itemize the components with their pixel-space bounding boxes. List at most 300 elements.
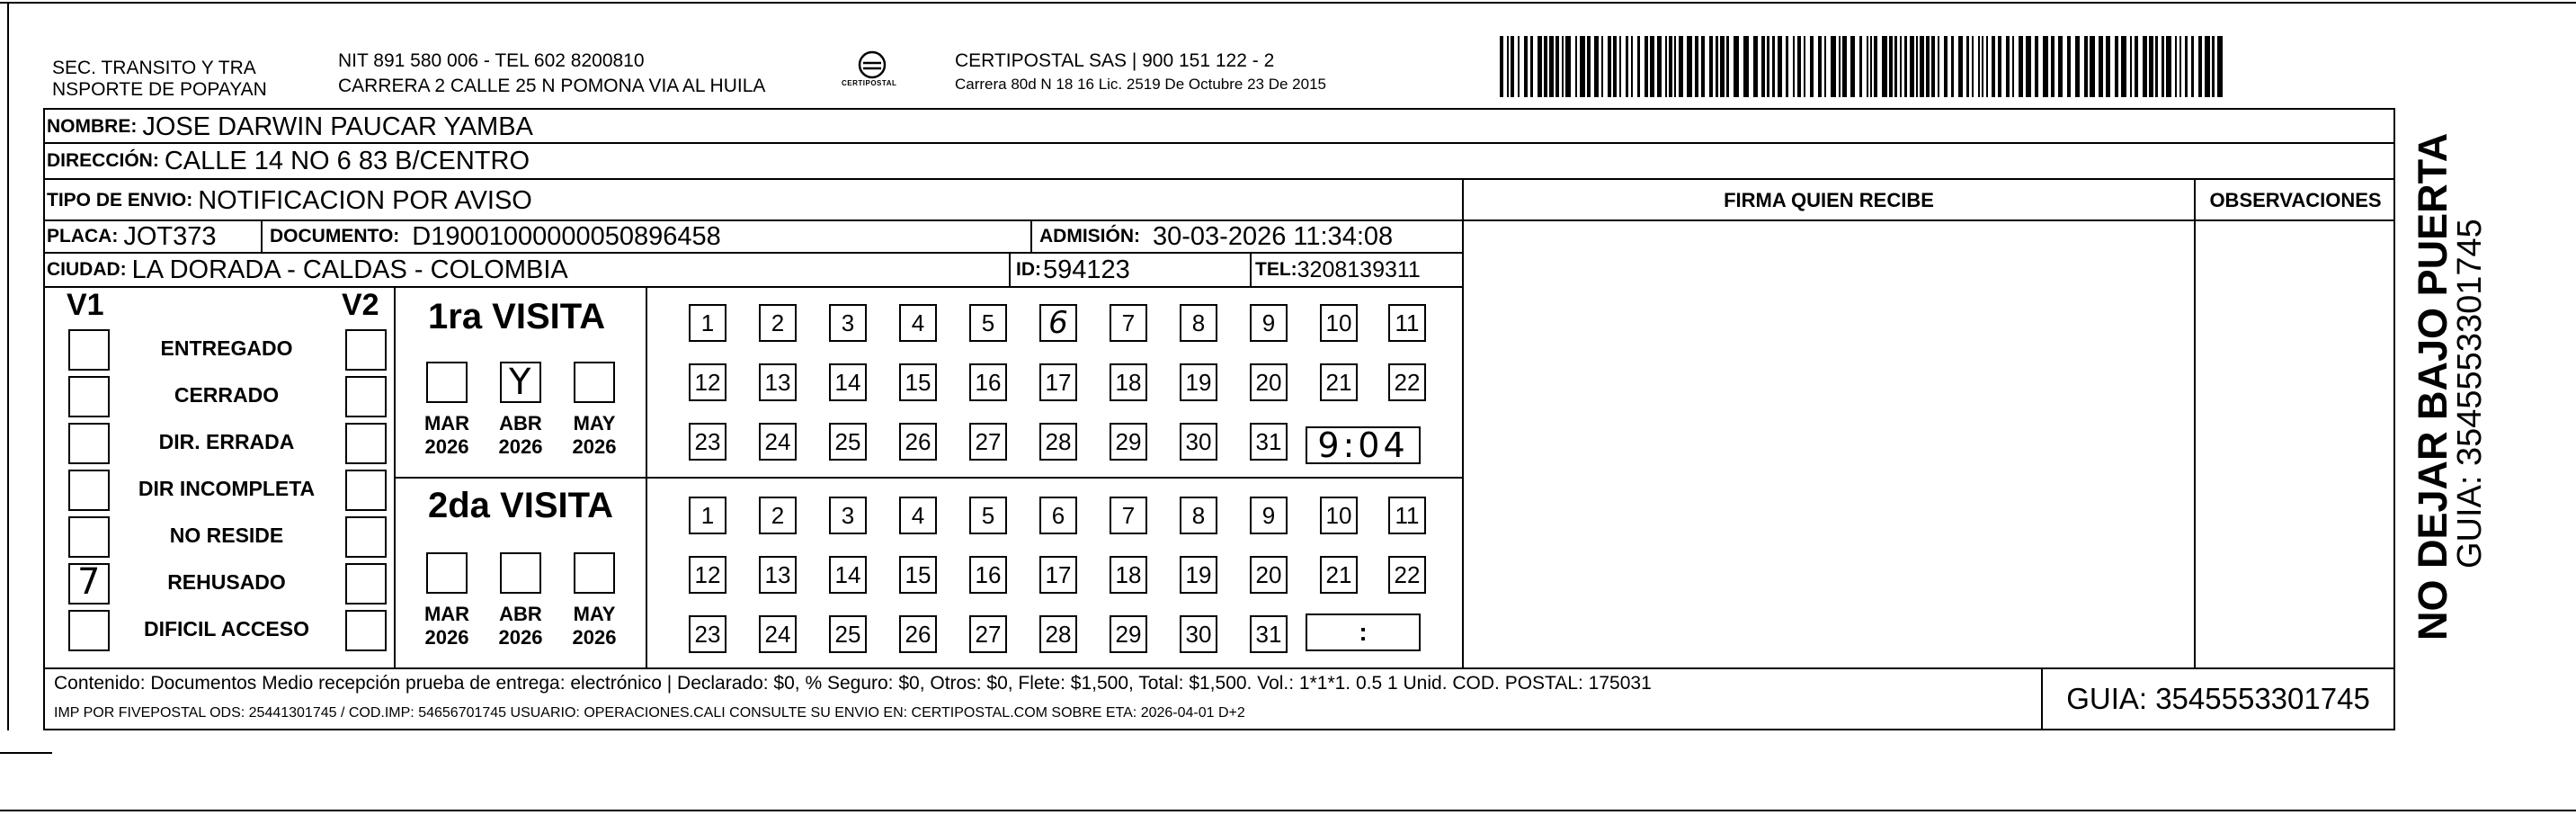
visita2-day-number: 8 bbox=[1191, 501, 1206, 529]
visita1-day-number: 23 bbox=[694, 427, 721, 455]
v1-checkbox-dificil-acceso[interactable] bbox=[68, 610, 110, 651]
barcode-bar bbox=[1524, 36, 1528, 97]
v2-checkbox-rehusado[interactable] bbox=[345, 563, 387, 605]
visita2-day-number: 16 bbox=[975, 560, 1002, 588]
barcode-bar bbox=[1637, 36, 1640, 97]
status-dir-errada: DIR. ERRADA bbox=[158, 430, 295, 453]
visita1-day-13[interactable] bbox=[759, 363, 797, 401]
visita1-day-number: 12 bbox=[694, 368, 721, 396]
barcode-bar bbox=[1613, 36, 1617, 97]
visita2-day-number: 28 bbox=[1045, 620, 1072, 648]
visita1-day-number: 21 bbox=[1325, 368, 1352, 396]
visita2-day-number: 1 bbox=[700, 501, 715, 529]
barcode-bar bbox=[1767, 36, 1769, 97]
visita2-may-year: 2026 bbox=[572, 626, 617, 649]
visita1-day-number: 29 bbox=[1115, 427, 1142, 455]
barcode-bar bbox=[1734, 36, 1739, 97]
visita2-month-mar-box[interactable] bbox=[426, 552, 468, 594]
visita2-day-29[interactable] bbox=[1110, 615, 1147, 653]
v2-checkbox-dir-errada[interactable] bbox=[345, 423, 387, 464]
visita1-day-number: 16 bbox=[975, 368, 1002, 396]
visita2-day-10[interactable] bbox=[1320, 497, 1358, 534]
visita1-day-12[interactable] bbox=[689, 363, 726, 401]
contenido-text: Contenido: Documentos Medio recepción prueba de entrega: electrónico | Declarado: $0, % Seguro: $0, Otros: $0, Flete: $1,500, Total: $1,500. Vol.: 1*1*1. 0.5 1 Unid. COD. POSTAL: 175031 bbox=[54, 673, 1652, 694]
status-no-reside: NO RESIDE bbox=[169, 524, 284, 547]
ciudad-label: CIUDAD: bbox=[47, 259, 127, 280]
visita2-may-label: MAY bbox=[573, 603, 616, 625]
visita2-day-30[interactable] bbox=[1180, 615, 1217, 653]
visita2-day-9[interactable] bbox=[1250, 497, 1288, 534]
visita1-day-30[interactable] bbox=[1180, 423, 1217, 461]
visita1-day-4[interactable] bbox=[899, 304, 937, 342]
barcode-bar bbox=[1938, 36, 1939, 97]
visita2-day-number: 12 bbox=[694, 560, 721, 588]
visita2-day-number: 18 bbox=[1115, 560, 1142, 588]
visita1-day-3[interactable] bbox=[829, 304, 867, 342]
barcode-bar bbox=[2035, 36, 2038, 97]
visita2-month-may bbox=[569, 603, 619, 649]
barcode-bar bbox=[2162, 36, 2164, 97]
visita2-time: : bbox=[1359, 618, 1368, 646]
barcode-bar bbox=[2179, 36, 2181, 97]
sender-line1: SEC. TRANSITO Y TRA bbox=[52, 58, 256, 78]
visita2-day-number: 14 bbox=[834, 560, 861, 588]
sender-contact bbox=[338, 50, 765, 97]
barcode-bar bbox=[1565, 36, 1571, 97]
visita1-month-may-box[interactable] bbox=[574, 362, 615, 403]
v2-checkbox-no-reside[interactable] bbox=[345, 516, 387, 558]
barcode-bar bbox=[2217, 36, 2223, 97]
direccion-row bbox=[47, 146, 530, 176]
visita1-day-2[interactable] bbox=[759, 304, 797, 342]
barcode-bar bbox=[1716, 36, 1718, 97]
visita1-month-may bbox=[569, 412, 619, 459]
courier-line2: Carrera 80d N 18 16 Lic. 2519 De Octubre 23 De 2015 bbox=[955, 76, 1326, 93]
barcode-bar bbox=[2191, 36, 2194, 97]
visita2-day-16[interactable] bbox=[969, 556, 1007, 594]
visita1-time: 9:04 bbox=[1317, 425, 1409, 465]
barcode-bar bbox=[2099, 36, 2103, 97]
admision-divider bbox=[1030, 219, 1032, 252]
barcode-bar bbox=[1772, 36, 1775, 97]
visita1-day-number: 9 bbox=[1261, 309, 1276, 336]
barcode-bar bbox=[1669, 36, 1672, 97]
visita1-day-17[interactable] bbox=[1039, 363, 1077, 401]
barcode-bar bbox=[1709, 36, 1713, 97]
barcode-bar bbox=[1870, 36, 1872, 97]
visita2-month-mar bbox=[422, 603, 472, 649]
barcode-bar bbox=[2051, 36, 2055, 97]
visita1-day-number: 24 bbox=[764, 427, 791, 455]
visita1-day-5[interactable] bbox=[969, 304, 1007, 342]
placa-value: JOT373 bbox=[123, 221, 217, 251]
barcode-bar bbox=[1982, 36, 1983, 97]
visita2-day-number: 26 bbox=[905, 620, 931, 648]
tipo-label: TIPO DE ENVIO: bbox=[47, 190, 193, 210]
visita2-title: 2da VISITA bbox=[428, 486, 613, 525]
barcode-bar bbox=[1842, 36, 1847, 97]
visita2-day-13[interactable] bbox=[759, 556, 797, 594]
visita1-day-31[interactable] bbox=[1250, 423, 1288, 461]
barcode-bar bbox=[1530, 36, 1533, 97]
visita2-day-8[interactable] bbox=[1180, 497, 1217, 534]
visita1-day-29[interactable] bbox=[1110, 423, 1147, 461]
visita1-day-number: 2 bbox=[771, 309, 785, 336]
visita-split-line bbox=[394, 477, 1462, 479]
visita1-day-number: 31 bbox=[1255, 427, 1282, 455]
visita2-day-number: 17 bbox=[1045, 560, 1072, 588]
visita2-day-23[interactable] bbox=[689, 615, 726, 653]
barcode-bar bbox=[1743, 36, 1749, 97]
visita1-may-label: MAY bbox=[573, 412, 616, 434]
visita2-day-number: 19 bbox=[1185, 560, 1212, 588]
top-rule bbox=[0, 2, 2576, 4]
visita2-day-24[interactable] bbox=[759, 615, 797, 653]
visita1-day-15[interactable] bbox=[899, 363, 937, 401]
barcode-bar bbox=[1665, 36, 1667, 97]
visita1-day-23[interactable] bbox=[689, 423, 726, 461]
barcode-bar bbox=[1944, 36, 1948, 97]
visita1-day-number: 20 bbox=[1255, 368, 1282, 396]
visita2-day-number: 23 bbox=[694, 620, 721, 648]
tipo-value: NOTIFICACION POR AVISO bbox=[198, 185, 532, 215]
visita1-day-14[interactable] bbox=[829, 363, 867, 401]
admision-label: ADMISIÓN: bbox=[1039, 226, 1140, 246]
visita1-day-9[interactable] bbox=[1250, 304, 1288, 342]
tel-cell bbox=[1255, 255, 1421, 285]
status-dificil-acceso: DIFICIL ACCESO bbox=[143, 617, 309, 640]
tel-divider bbox=[1250, 252, 1252, 286]
barcode-bar bbox=[1753, 36, 1758, 97]
visita2-day-19[interactable] bbox=[1180, 556, 1217, 594]
barcode-bar bbox=[1575, 36, 1577, 97]
barcode-bar bbox=[1867, 36, 1868, 97]
visita2-day-number: 9 bbox=[1261, 501, 1276, 529]
barcode-bar bbox=[2067, 36, 2071, 97]
visita2-month-may-box[interactable] bbox=[574, 552, 615, 594]
visita2-day-number: 11 bbox=[1395, 501, 1420, 529]
barcode-bar bbox=[1679, 36, 1683, 97]
visita2-day-27[interactable] bbox=[969, 615, 1007, 653]
barcode-bar bbox=[1500, 36, 1503, 97]
documento-cell bbox=[270, 221, 721, 252]
visita2-day-12[interactable] bbox=[689, 556, 726, 594]
visita1-day-number: 19 bbox=[1185, 368, 1212, 396]
barcode-bar bbox=[2019, 36, 2023, 97]
barcode-bar bbox=[1793, 36, 1795, 97]
barcode-bar bbox=[2026, 36, 2031, 97]
v2-checkbox-entregado[interactable] bbox=[345, 329, 387, 371]
visita1-day-8[interactable] bbox=[1180, 304, 1217, 342]
v1-checkbox-cerrado[interactable] bbox=[68, 376, 110, 417]
visita2-day-number: 24 bbox=[764, 620, 791, 648]
visita2-day-3[interactable] bbox=[829, 497, 867, 534]
barcode-bar bbox=[1601, 36, 1603, 97]
visita2-day-number: 29 bbox=[1115, 620, 1142, 648]
visita2-day-4[interactable] bbox=[899, 497, 937, 534]
barcode-bar bbox=[1726, 36, 1729, 97]
address-line: CARRERA 2 CALLE 25 N POMONA VIA AL HUILA bbox=[338, 76, 766, 96]
barcode-bar bbox=[1587, 36, 1591, 97]
v1-checkbox-entregado[interactable] bbox=[68, 329, 110, 371]
visita2-day-1[interactable] bbox=[689, 497, 726, 534]
ciudad-value: LA DORADA - CALDAS - COLOMBIA bbox=[131, 255, 568, 284]
barcode-bar bbox=[1839, 36, 1841, 97]
footer-guia: GUIA: 3545553301745 bbox=[2066, 682, 2370, 715]
visita2-day-31[interactable] bbox=[1250, 615, 1288, 653]
visita1-month-mark: Y bbox=[509, 362, 531, 403]
visita1-day-number: 22 bbox=[1394, 368, 1421, 396]
visita2-day-17[interactable] bbox=[1039, 556, 1077, 594]
visita1-day-27[interactable] bbox=[969, 423, 1007, 461]
placa-cell bbox=[47, 221, 217, 252]
visita1-day-21[interactable] bbox=[1320, 363, 1358, 401]
visita1-day-number: 5 bbox=[981, 309, 995, 336]
status-rehusado: REHUSADO bbox=[167, 570, 286, 594]
v1-label: V1 bbox=[67, 288, 104, 322]
ciudad-cell bbox=[47, 255, 568, 285]
visita1-day-20[interactable] bbox=[1250, 363, 1288, 401]
barcode-bar bbox=[1555, 36, 1559, 97]
id-label: ID: bbox=[1016, 259, 1041, 280]
visita1-day-number: 25 bbox=[834, 427, 861, 455]
barcode-bar bbox=[2090, 36, 2095, 97]
id-value: 594123 bbox=[1043, 255, 1130, 284]
visita1-day-24[interactable] bbox=[759, 423, 797, 461]
nombre-label: NOMBRE: bbox=[47, 116, 138, 137]
barcode-graphic bbox=[1500, 36, 2223, 97]
v2-checkbox-dificil-acceso[interactable] bbox=[345, 610, 387, 651]
visita1-day-number: 17 bbox=[1045, 368, 1072, 396]
visita2-day-22[interactable] bbox=[1388, 556, 1426, 594]
visita2-day-21[interactable] bbox=[1320, 556, 1358, 594]
visita1-day-22[interactable] bbox=[1388, 363, 1426, 401]
firma-left-line bbox=[1462, 178, 1464, 667]
barcode-bar bbox=[2198, 36, 2202, 97]
barcode-bar bbox=[1631, 36, 1633, 97]
visita2-day-11[interactable] bbox=[1388, 497, 1426, 534]
visita2-day-28[interactable] bbox=[1039, 615, 1077, 653]
status-dir-incompleta: DIR INCOMPLETA bbox=[138, 477, 316, 500]
admision-cell bbox=[1039, 221, 1393, 252]
barcode bbox=[1500, 36, 2223, 97]
barcode-bar bbox=[1720, 36, 1725, 97]
barcode-bar bbox=[1910, 36, 1914, 97]
barcode-bar bbox=[1650, 36, 1654, 97]
v1-checkbox-rehusado[interactable] bbox=[68, 563, 110, 605]
barcode-bar bbox=[1804, 36, 1805, 97]
barcode-bar bbox=[1549, 36, 1554, 97]
barcode-bar bbox=[2058, 36, 2063, 97]
visita1-day-26[interactable] bbox=[899, 423, 937, 461]
visita1-day-11[interactable] bbox=[1388, 304, 1426, 342]
visita1-day-10[interactable] bbox=[1320, 304, 1358, 342]
status-entregado: ENTREGADO bbox=[160, 336, 293, 360]
id-divider bbox=[1009, 252, 1011, 286]
documento-value: D19001000000050896458 bbox=[412, 221, 721, 251]
v1-handwritten-mark: 7 bbox=[77, 561, 101, 603]
left-rule bbox=[7, 2, 9, 730]
tipo-envio-row bbox=[47, 185, 532, 216]
visita1-day-6[interactable] bbox=[1039, 304, 1077, 342]
barcode-bar bbox=[1951, 36, 1954, 97]
side-guia: GUIA: 3545553301745 bbox=[2451, 219, 2489, 569]
barcode-bar bbox=[1687, 36, 1692, 97]
visita2-day-25[interactable] bbox=[829, 615, 867, 653]
v2-checkbox-cerrado[interactable] bbox=[345, 376, 387, 417]
cut-line-left bbox=[0, 752, 52, 754]
logo-text: CERTIPOSTAL bbox=[842, 79, 897, 87]
barcode-bar bbox=[1900, 36, 1902, 97]
barcode-bar bbox=[1594, 36, 1599, 97]
visita1-day-number: 15 bbox=[905, 368, 931, 396]
visita1-day-7[interactable] bbox=[1110, 304, 1147, 342]
barcode-bar bbox=[1786, 36, 1788, 97]
barcode-bar bbox=[1674, 36, 1676, 97]
barcode-bar bbox=[2175, 36, 2177, 97]
nombre-value: JOSE DARWIN PAUCAR YAMBA bbox=[142, 112, 533, 141]
cut-line-bottom bbox=[0, 810, 2576, 811]
visita1-day-number: 18 bbox=[1115, 368, 1142, 396]
visita2-day-5[interactable] bbox=[969, 497, 1007, 534]
sender-line2: NSPORTE DE POPAYAN bbox=[52, 79, 267, 100]
visita2-abr-year: 2026 bbox=[498, 626, 543, 649]
visita1-day-number: 11 bbox=[1395, 309, 1420, 336]
visita2-day-number: 13 bbox=[764, 560, 791, 588]
barcode-bar bbox=[2121, 36, 2126, 97]
barcode-bar bbox=[1882, 36, 1887, 97]
visita2-day-14[interactable] bbox=[829, 556, 867, 594]
visita1-day-number: 4 bbox=[911, 309, 925, 336]
barcode-bar bbox=[2130, 36, 2132, 97]
visita2-day-15[interactable] bbox=[899, 556, 937, 594]
barcode-bar bbox=[2185, 36, 2188, 97]
barcode-bar bbox=[1797, 36, 1801, 97]
barcode-bar bbox=[1657, 36, 1662, 97]
barcode-bar bbox=[1518, 36, 1520, 97]
line-nombre-bottom bbox=[43, 142, 2395, 144]
v1-checkbox-no-reside[interactable] bbox=[68, 516, 110, 558]
visita2-day-20[interactable] bbox=[1250, 556, 1288, 594]
placa-label: PLACA: bbox=[47, 226, 119, 246]
visita1-day-1[interactable] bbox=[689, 304, 726, 342]
barcode-bar bbox=[2084, 36, 2088, 97]
visita2-day-6[interactable] bbox=[1039, 497, 1077, 534]
barcode-bar bbox=[1998, 36, 2001, 97]
firma-header: FIRMA QUIEN RECIBE bbox=[1724, 189, 1934, 211]
barcode-bar bbox=[2012, 36, 2014, 97]
visita2-day-number: 7 bbox=[1121, 501, 1136, 529]
admision-value: 30-03-2026 11:34:08 bbox=[1153, 221, 1394, 251]
barcode-bar bbox=[1818, 36, 1822, 97]
barcode-bar bbox=[2115, 36, 2118, 97]
observaciones-header: OBSERVACIONES bbox=[2209, 189, 2382, 211]
barcode-bar bbox=[1538, 36, 1542, 97]
visita1-day-28[interactable] bbox=[1039, 423, 1077, 461]
visita2-abr-label: ABR bbox=[499, 603, 542, 625]
nombre-row bbox=[47, 112, 533, 142]
visita2-day-number: 22 bbox=[1394, 560, 1421, 588]
placa-divider bbox=[261, 219, 263, 252]
barcode-bar bbox=[1920, 36, 1924, 97]
v2-checkbox-dir-incompleta[interactable] bbox=[345, 470, 387, 511]
visita1-month-abr-box[interactable] bbox=[500, 362, 541, 403]
visita2-day-number: 31 bbox=[1255, 620, 1282, 648]
visita1-day-25[interactable] bbox=[829, 423, 867, 461]
barcode-bar bbox=[1978, 36, 1980, 97]
visita1-day-18[interactable] bbox=[1110, 363, 1147, 401]
tel-value: 3208139311 bbox=[1297, 256, 1421, 282]
visita1-day-number: 14 bbox=[834, 368, 861, 396]
barcode-bar bbox=[1972, 36, 1974, 97]
visita1-day-19[interactable] bbox=[1180, 363, 1217, 401]
barcode-bar bbox=[1958, 36, 1963, 97]
visita1-time-box[interactable] bbox=[1306, 426, 1421, 464]
barcode-bar bbox=[1507, 36, 1509, 97]
visita1-month-mar-box[interactable] bbox=[426, 362, 468, 403]
v1-checkbox-dir-errada[interactable] bbox=[68, 423, 110, 464]
visita1-abr-label: ABR bbox=[499, 412, 542, 434]
visita1-day-number: 7 bbox=[1121, 309, 1136, 336]
barcode-bar bbox=[1986, 36, 1988, 97]
visita1-day-number: 8 bbox=[1191, 309, 1206, 336]
visita2-day-26[interactable] bbox=[899, 615, 937, 653]
barcode-bar bbox=[1894, 36, 1897, 97]
visita1-day-number: 30 bbox=[1185, 427, 1212, 455]
documento-label: DOCUMENTO: bbox=[270, 226, 400, 246]
visita1-day-number: 27 bbox=[975, 427, 1002, 455]
visita1-abr-year: 2026 bbox=[498, 435, 543, 458]
visita2-day-number: 30 bbox=[1185, 620, 1212, 648]
barcode-bar bbox=[1608, 36, 1611, 97]
barcode-bar bbox=[1904, 36, 1907, 97]
visita2-day-number: 27 bbox=[975, 620, 1002, 648]
barcode-bar bbox=[1619, 36, 1621, 97]
visita2-day-2[interactable] bbox=[759, 497, 797, 534]
visita2-day-number: 21 bbox=[1325, 560, 1352, 588]
line-ciudad-bottom bbox=[43, 286, 1464, 288]
v2-label: V2 bbox=[342, 288, 379, 322]
visita2-month-abr-box[interactable] bbox=[500, 552, 541, 594]
visita1-day-number: 28 bbox=[1045, 427, 1072, 455]
sender-name bbox=[52, 58, 267, 101]
barcode-bar bbox=[2143, 36, 2147, 97]
visita1-month-abr bbox=[495, 412, 546, 459]
status-cerrado: CERRADO bbox=[174, 383, 280, 407]
visita2-time-box[interactable] bbox=[1306, 613, 1421, 651]
visita2-day-number: 4 bbox=[911, 501, 925, 529]
visita1-day-16[interactable] bbox=[969, 363, 1007, 401]
visita2-day-7[interactable] bbox=[1110, 497, 1147, 534]
v1-checkbox-dir-incompleta[interactable] bbox=[68, 470, 110, 511]
barcode-bar bbox=[1874, 36, 1877, 97]
visita1-day-number: 1 bbox=[700, 309, 715, 336]
barcode-bar bbox=[2155, 36, 2158, 97]
barcode-bar bbox=[1931, 36, 1935, 97]
visita1-title: 1ra VISITA bbox=[428, 297, 606, 336]
barcode-bar bbox=[1645, 36, 1648, 97]
barcode-bar bbox=[1831, 36, 1836, 97]
visita2-month-abr bbox=[495, 603, 546, 649]
visita1-day-number: 10 bbox=[1325, 309, 1352, 336]
barcode-bar bbox=[2149, 36, 2153, 97]
barcode-bar bbox=[1859, 36, 1862, 97]
visita1-mar-year: 2026 bbox=[424, 435, 469, 458]
barcode-bar bbox=[2205, 36, 2210, 97]
visita1-day-number: 3 bbox=[841, 309, 855, 336]
visita1-day-number: 26 bbox=[905, 427, 931, 455]
visita2-day-18[interactable] bbox=[1110, 556, 1147, 594]
